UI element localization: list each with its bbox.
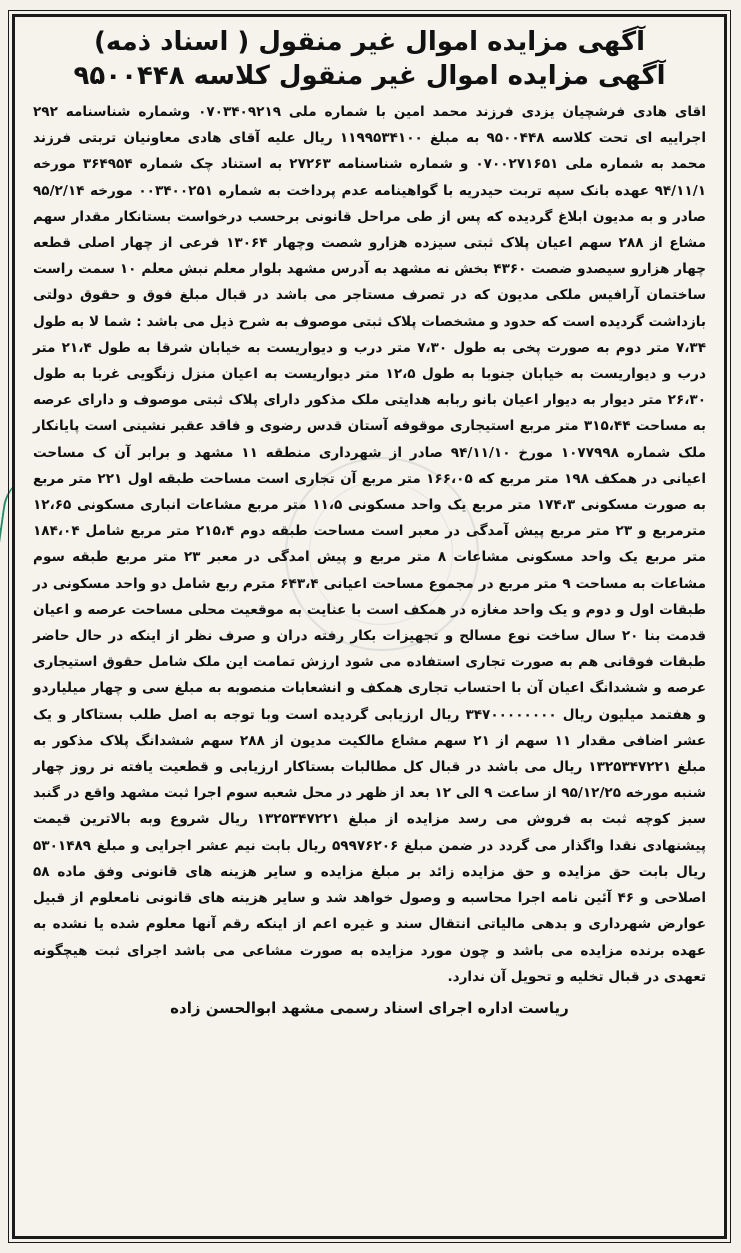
auction-notice [12,14,727,1239]
notice-title-line-2: آگهی مزایده اموال غیر منقول کلاسه ۹۵۰۰۴۴۸ [73,61,666,91]
notice-body: اقای هادی فرشچیان یزدی فرزند محمد امین با شماره ملی ۰۷۰۳۴۰۹۲۱۹ وشماره شناسنامه ۲۹۲ اجراییه ای تحت کلاسه ۹۵۰۰۴۴۸ به مبلغ ۱۱۹۹۵۳۴۱۰۰ ریال علیه آقای هادی معاونیان تربتی فرزند محمد به شماره ملی ۰۷۰۰۲۷۱۶۵۱ و شماره شناسنامه ۲۷۲۶۳ به استناد چک شماره ۳۶۴۹۵۴ مورخه ۹۴/۱۱/۱ عهده بانک سپه تربت حیدریه با گواهینامه عدم پرداخت به شماره ۰۰۳۴۰۰۲۵۱ مورخه ۹۵/۲/۱۴ صادر و به مدیون ابلاغ گردیده که پس از طی مراحل قانونی برحسب درخواست بستانکار مقدار سهم مشاع از ۲۸۸ سهم اعیان پلاک ثبتی سیزده هزارو شصت وچهار ۱۳۰۶۴ فرعی از چهار اصلی قطعه چهار هزارو سیصدو ضصت ۴۳۶۰ بخش نه مشهد به آدرس مشهد بلوار معلم نبش معلم ۱۰ سمت راست ساختمان آرافیس ملکی مدیون که در تصرف مستاجر می باشد در قبال مبلغ فوق و حقوق دولتی بازداشت گردیده است که حدود و مشخصات پلاک ثبتی موصوف به شرح ذیل می باشد : شما لا به طول ۷،۳۴ متر دوم به صورت پخی به طول ۷،۳۰ متر درب و دیواریست به خیابان شرقا به طول ۲۱،۴ متر درب و دیواریست به خیابان جنوبا به طول ۱۲،۵ متر دیواریست به اعیان منزل زنگویی غربا به طول ۲۶،۳۰ متر دیوار به دیوار اعیان بانو ربابه هدایتی ملک مذکور دارای پلاک ثبتی موصوف و دارای عرصه به مساحت ۳۱۵،۴۴ متر مربع استیجاری موقوفه آستان قدس رضوی و فاقد عقبر نشینی است پایانکار ملک شماره ۱۰۷۷۹۹۸ مورخ ۹۴/۱۱/۱۰ صادر از شهرداری منطقه ۱۱ مشهد و برابر آن ک مساحت اعیانی در همکف ۱۹۸ متر مربع که ۱۶۶،۰۵ متر مربع آن تجاری است مساحت طبقه اول ۲۲۱ متر مربع به صورت مسکونی ۱۷۴،۳ متر مربع یک واحد مسکونی ۱۱،۵ متر مربع مشاعات انباری مسکونی ۱۲،۶۵ مترمربع و ۲۳ متر مربع پیش آمدگی در معبر است مساحت طبقه دوم ۲۱۵،۴ متر مربع شامل ۱۸۴،۰۴ متر مربع یک واحد مسکونی مشاعات ۸ متر مربع و پیش امدگی در معبر ۲۳ متر مربع طبقه سوم مشاعات به مساحت ۹ متر مربع در مجموع مساحت اعیانی ۶۴۳،۴ مترم ربع شامل دو واحد مسکونی در طبقات اول و دوم و یک واحد مغازه در همکف است با عنایت به موقعیت محلی مساحت عرصه و اعیان قدمت بنا ۲۰ سال ساخت نوع مسالح و تجهیزات بکار رفته دران و صرف نظر از اینکه در حال حاضر طبقات فوقانی هم به صورت تجاری استفاده می شود ارزش تمامت این ملک شامل حقوق استیجاری عرصه و ششدانگ اعیان آن با احتساب تجاری همکف و انشعابات منصوبه به مبلغ سی و چهار میلیاردو و هفتمد میلیون ریال ۳۴۷۰۰۰۰۰۰۰۰ ریال ارزیابی گردیده است وبا توجه به اصل طلب بستاکار و یک عشر اضافی مقدار ۱۱ سهم از ۲۱ سهم مشاع مالکیت مدیون از ۲۸۸ سهم ششدانگ پلاک مذکور به مبلغ ۱۳۲۵۳۴۷۲۲۱ ریال می باشد در قبال کل مطالبات بستاکار ارزیابی و قطعیت یافته نر روز چهار شنبه مورخه ۹۵/۱۲/۲۵ از ساعت ۹ الی ۱۲ بعد از ظهر در محل شعبه سوم اجرا ثبت مشهد واقع در گنبد سبز کوچه ثبت به فروش می رسد مزایده از مبلغ ۱۳۲۵۳۴۷۲۲۱ ریال شروع وبه بالاترین قیمت پیشنهادی نقدا واگذار می گردد در ضمن مبلغ ۵۹۹۷۶۲۰۶ ریال بابت نیم عشر اجرایی و مبلغ ۵۳۰۱۴۸۹ ریال بابت حق مزایده و حق مزایده زائد بر مبلغ مزایده و سایر هزینه های قانونی وفق ماده ۵۸ اصلاحی و ۴۶ آئین نامه اجرا محاسبه و وصول خواهد شد و سایر هزینه های قانونی نامعلوم از قبیل عوارض شهرداری و بدهی مالیاتی انتقال سند و غیره اعم از اینکه رقم آنها معلوم شده یا نشده به عهده برنده مزایده می باشد و چون مورد مزایده به صورت مشاعی می باشد اجرای ثبت هیچگونه تعهدی در قبال تخلیه و تحویل آن ندارد. [33,104,707,985]
notice-title-line-1: آگهی مزایده اموال غیر منقول ( اسناد ذمه) [94,27,645,57]
notice-signature: ریاست اداره اجرای اسناد رسمی مشهد ابوالحسن زاده [170,998,569,1017]
